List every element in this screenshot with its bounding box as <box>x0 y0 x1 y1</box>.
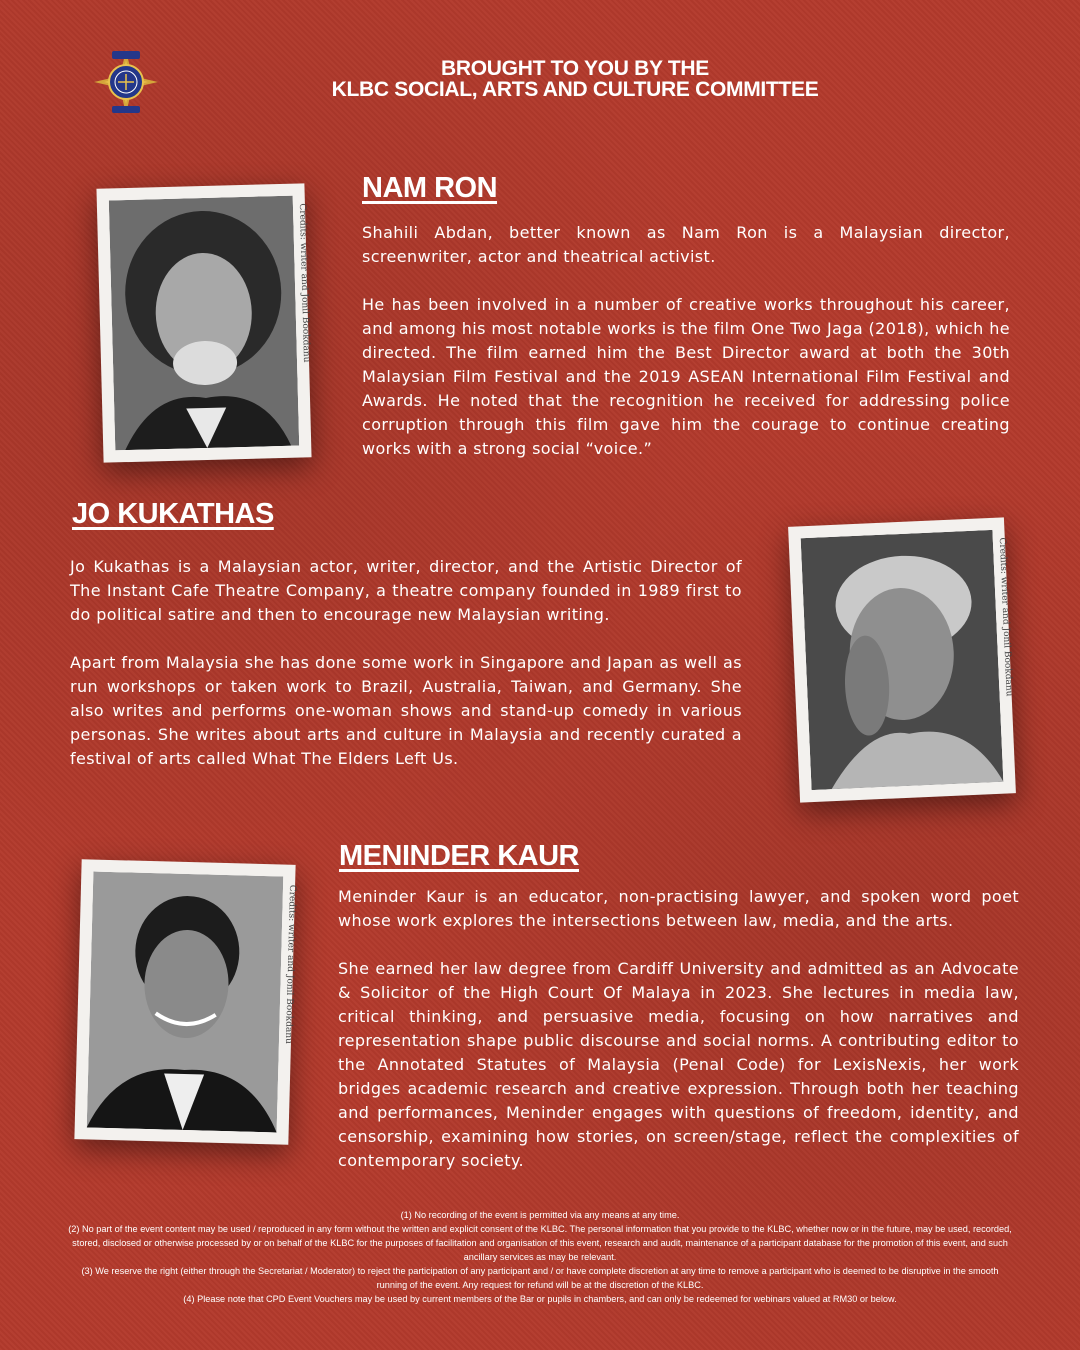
footer-note: (2) No part of the event content may be used / reproduced in any form without the written and explicit consent of the KLBC. The personal information that you provide to the KLBC, whether now or in the future, may be used, recorded, stored, disclosed or otherwise processed by or on behalf of the KLBC for the purposes of facilitation and organisation of this event, research and audit, maintenance of a participant database for the promotion of this event, and such ancillary services as may be relevant. <box>68 1224 1012 1262</box>
photo-caption: Credits: writer and Jonil Bookdanu <box>996 537 1014 697</box>
speaker-bio-nam-ron <box>362 221 1010 461</box>
speaker-bio-meninder-kaur <box>338 885 1019 1173</box>
footer-note: (3) We reserve the right (either through the Secretariat / Moderator) to reject the participation of any participant and / or have complete discretion at any time to remove a participant who is deemed to be disruptive in the smooth running of the event. Any request for refund will be at the discretion of the KLBC. <box>81 1266 999 1290</box>
photo-caption: Credits: writer and Jonil Bookdanu <box>296 203 312 363</box>
speaker-name-jo-kukathas: JO KUKATHAS <box>72 498 274 530</box>
header-line-2: KLBC SOCIAL, ARTS AND CULTURE COMMITTEE <box>331 78 819 101</box>
bio-paragraph: Jo Kukathas is a Malaysian actor, writer, director, and the Artistic Director of The Instant Cafe Theatre Company, a theatre company founded in 1989 first to do political satire and then to encourage new Malaysian writing. <box>70 557 742 624</box>
photo-caption: Credits: writer and Jonil Bookdanu <box>282 884 298 1044</box>
speaker-photo-jo-kukathas <box>788 517 1016 802</box>
bio-paragraph: Shahili Abdan, better known as Nam Ron is a Malaysian director, screenwriter, actor and theatrical activist. <box>362 223 1010 266</box>
bio-paragraph: Meninder Kaur is an educator, non-practising lawyer, and spoken word poet whose work explores the intersections between law, media, and the arts. <box>338 887 1019 930</box>
header-line-1: BROUGHT TO YOU BY THE <box>441 57 709 80</box>
bio-paragraph: She earned her law degree from Cardiff University and admitted as an Advocate & Solicitor of the High Court Of Malaya in 2023. She lectures in media law, critical thinking, and persuasive media, focusing on how narratives and representation shape public discourse and social norms. A contributing editor to the Annotated Statutes of Malaysia (Penal Code) for LexisNexis, her work bridges academic research and creative expression. Through both her teaching and performances, Meninder engages with questions of freedom, identity, and censorship, examining how stories, on screen/stage, reflect the complexities of contemporary society. <box>338 959 1019 1170</box>
speaker-name-meninder-kaur: MENINDER KAUR <box>339 840 579 872</box>
speaker-photo-nam-ron <box>96 183 311 462</box>
footer-note: (4) Please note that CPD Event Vouchers may be used by current members of the Bar or pupils in chambers, and can only be redeemed for webinars valued at RM30 or below. <box>183 1294 897 1304</box>
speaker-photo-meninder-kaur <box>74 859 298 1145</box>
footer-note: (1) No recording of the event is permitted via any means at any time. <box>400 1210 680 1220</box>
speaker-name-nam-ron: NAM RON <box>362 172 498 204</box>
footer-disclaimer <box>66 1208 1014 1306</box>
bio-paragraph: Apart from Malaysia she has done some work in Singapore and Japan as well as run workshops or taken work to Brazil, Australia, Taiwan, and Germany. She also writes and performs one-woman shows and stand-up comedy in various personas. She writes about arts and culture in Malaysia and recently curated a festival of arts called What The Elders Left Us. <box>70 653 742 768</box>
bio-paragraph: He has been involved in a number of creative works throughout his career, and among his most notable works is the film One Two Jaga (2018), which he directed. The film earned him the Best Director award at both the 30th Malaysian Film Festival and the 2019 ASEAN International Film Festival and Awards. He noted that the recognition he received for addressing police corruption through this film gave him the courage to continue creating works with a strong social “voice.” <box>362 295 1010 458</box>
header-title <box>230 58 920 100</box>
speaker-bio-jo-kukathas <box>70 555 742 771</box>
klbc-crest-icon <box>90 46 162 118</box>
